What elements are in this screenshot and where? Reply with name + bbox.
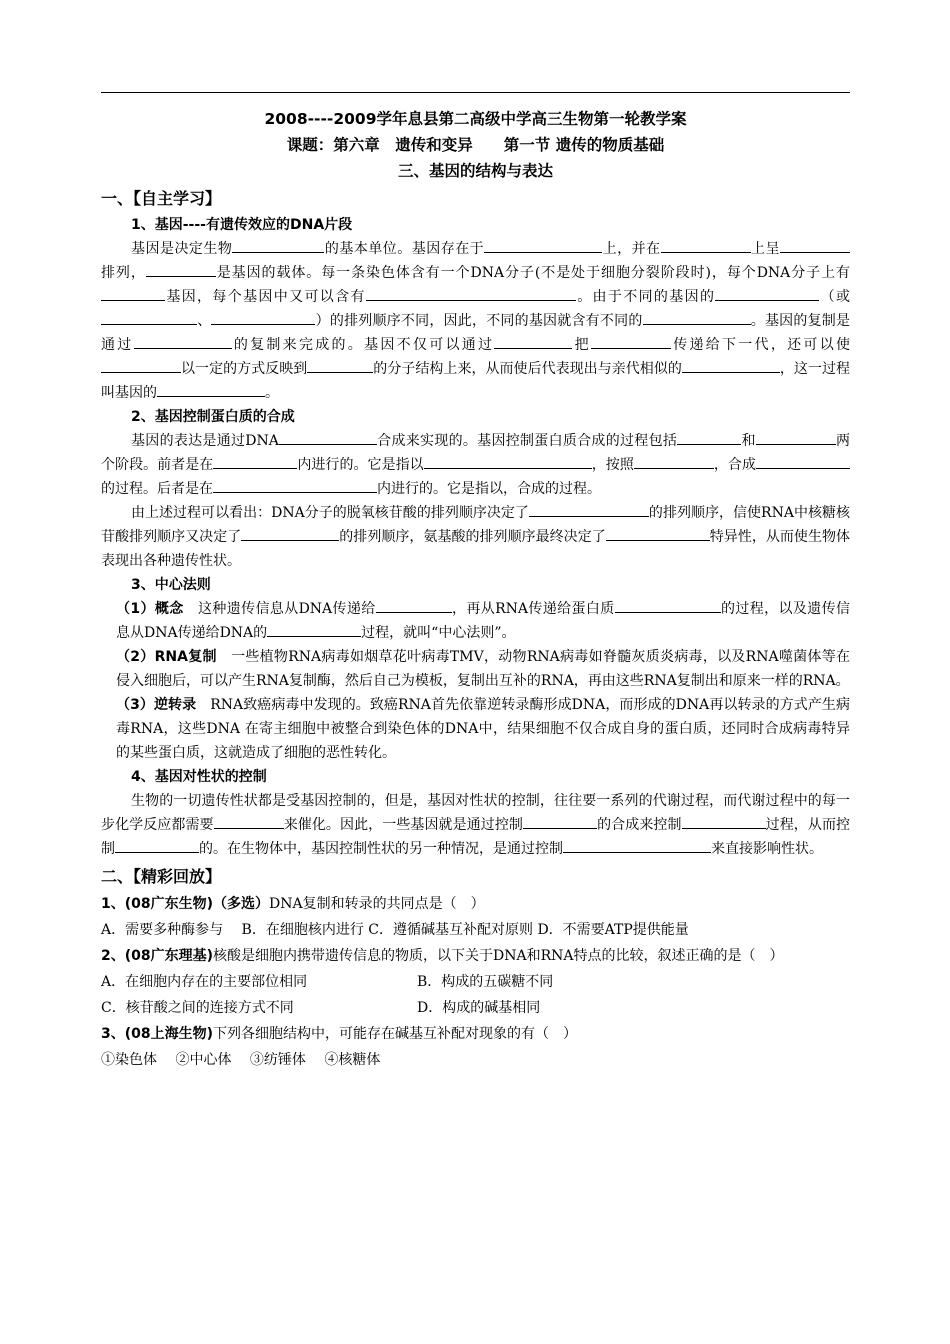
fill-blank[interactable] xyxy=(715,286,819,301)
fill-blank[interactable] xyxy=(643,310,751,325)
fill-blank[interactable] xyxy=(279,430,377,445)
fill-blank[interactable] xyxy=(424,454,592,469)
subsection-heading-gene: 1、基因----有遗传效应的DNA片段 xyxy=(131,217,353,233)
option-a: A．在细胞内存在的主要部位相同 xyxy=(101,974,308,990)
doc-subtitle: 课题：第六章 遗传和变异 第一节 遗传的物质基础 xyxy=(286,136,665,154)
fill-blank[interactable] xyxy=(606,526,710,541)
fill-blank[interactable] xyxy=(211,310,315,325)
question-2-options-row-1 xyxy=(101,969,850,995)
fill-blank[interactable] xyxy=(213,454,297,469)
section-heading-self-study: 一、【自主学习】 xyxy=(101,189,222,208)
fill-blank[interactable] xyxy=(101,310,197,325)
fill-blank[interactable] xyxy=(157,382,265,397)
section-heading-review: 二、【精彩回放】 xyxy=(101,867,222,886)
fill-blank[interactable] xyxy=(677,430,741,445)
fill-blank[interactable] xyxy=(591,334,671,349)
question-1: 1、(08广东生物)（多选）DNA复制和转录的共同点是（ ） xyxy=(101,896,485,912)
fill-blank[interactable] xyxy=(101,358,181,373)
fill-blank[interactable] xyxy=(615,598,721,613)
question-3-options: ①染色体 ②中心体 ③纺锤体 ④核糖体 xyxy=(101,1052,381,1068)
fill-blank[interactable] xyxy=(213,478,377,493)
paragraph-concept: （1）概念 这种遗传信息从DNA传递给 ，再从RNA传递给蛋白质 的过程，以及遗传信息从DNA传递给DNA的 过程，就叫“中心法则”。 xyxy=(101,597,850,645)
fill-blank[interactable] xyxy=(634,454,714,469)
question-3: 3、(08上海生物)下列各细胞结构中，可能存在碱基互补配对现象的有（ ） xyxy=(101,1026,578,1042)
fill-blank[interactable] xyxy=(267,622,361,637)
option-c: C．核苷酸之间的连接方式不同 xyxy=(101,1000,294,1016)
fill-blank[interactable] xyxy=(756,454,850,469)
fill-blank[interactable] xyxy=(366,286,576,301)
option-d: D．构成的碱基相同 xyxy=(417,1000,541,1016)
fill-blank[interactable] xyxy=(484,238,602,253)
fill-blank[interactable] xyxy=(101,286,165,301)
fill-blank[interactable] xyxy=(661,238,751,253)
paragraph-sequence-order: 由上述过程可以看出：DNA分子的脱氧核苷酸的排列顺序决定了 的排列顺序，信使RNA中核糖核苷酸排列顺序又决定了 的排列顺序，氨基酸的排列顺序最终决定了 特异性，从而使生物体表现出各种遗传性状。 xyxy=(101,501,850,573)
subsection-heading-protein: 2、基因控制蛋白质的合成 xyxy=(131,409,295,425)
paragraph-rna-replication: （2）RNA复制 一些植物RNA病毒如烟草花叶病毒TMV，动物RNA病毒如脊髓灰质炎病毒，以及RNA噬菌体等在侵入细胞后，可以产生RNA复制酶，然后自己为模板，复制出互补的RNA，再由这些RNA复制出和原来一样的RNA。 xyxy=(116,649,850,689)
paragraph-protein-synthesis: 基因的表达是通过DNA 合成来实现的。基因控制蛋白质合成的过程包括 和 两个阶段。前者是在 内进行的。它是指以 ，按照 ，合成的过程。后者是在 内进行的。它是指以，合成的过程。 xyxy=(101,429,850,501)
fill-blank[interactable] xyxy=(563,838,711,853)
subsection-heading-central-dogma: 3、中心法则 xyxy=(131,577,211,593)
paragraph-trait-control: 生物的一切遗传性状都是受基因控制的，但是，基因对性状的控制，往往要一系列的代谢过程，而代谢过程中的每一步化学反应都需要 来催化。因此，一些基因就是通过控制 的合成来控制 过程，从而控制 的。在生物体中，基因控制性状的另一种情况，是通过控制 来直接影响性状。 xyxy=(101,793,851,857)
fill-blank[interactable] xyxy=(780,238,850,253)
fill-blank[interactable] xyxy=(232,238,324,253)
question-1-options: A．需要多种酶参与 B．在细胞核内进行 C．遵循碱基互补配对原则 D．不需要ATP提供能量 xyxy=(101,922,689,938)
fill-blank[interactable] xyxy=(134,334,232,349)
paragraph-reverse-transcription: （3）逆转录 RNA致癌病毒中发现的。致癌RNA首先依靠逆转录酶形成DNA，而形成的DNA再以转录的方式产生病毒RNA，这些DNA 在寄主细胞中被整合到染色体的DNA中，结果细胞不仅合成自身的蛋白质，还同时合成病毒特异的某些蛋白质，这就造成了细胞的恶性转化。 xyxy=(116,697,850,761)
fill-blank[interactable] xyxy=(115,838,199,853)
subsection-heading-trait-control: 4、基因对性状的控制 xyxy=(131,769,267,785)
doc-title: 2008----2009学年息县第二高级中学高三生物第一轮教学案 xyxy=(264,110,687,128)
fill-blank[interactable] xyxy=(214,814,284,829)
fill-blank[interactable] xyxy=(523,814,597,829)
document-page xyxy=(101,92,850,1073)
question-2: 2、(08广东理基)核酸是细胞内携带遗传信息的物质，以下关于DNA和RNA特点的比较，叙述正确的是（ ） xyxy=(101,948,784,964)
fill-blank[interactable] xyxy=(241,526,339,541)
paragraph-gene: 基因是决定生物 的基本单位。基因存在于 上，并在 上呈排列， 是基因的载体。每一条染色体含有一个DNA分子(不是处于细胞分裂阶段时)，每个DNA分子上有基因，每个基因中又可以含有 。由于不同的基因的 （或、 ）的排列顺序不同，因此，不同的基因就含有不同的 。基因的复制是通过 的复制来完成的。基因不仅可以通过 把 传递给下一代，还可以使以一定的方式反映到 的分子结构上来，从而使后代表现出与亲代相似的 ，这一过程叫基因的 。 xyxy=(101,237,850,405)
fill-blank[interactable] xyxy=(494,334,572,349)
fill-blank[interactable] xyxy=(376,598,452,613)
fill-blank[interactable] xyxy=(307,358,373,373)
question-2-options-row-2 xyxy=(101,995,850,1021)
fill-blank[interactable] xyxy=(682,358,780,373)
option-b: B．构成的五碳糖不同 xyxy=(417,974,554,990)
fill-blank[interactable] xyxy=(146,262,216,277)
fill-blank[interactable] xyxy=(529,502,649,517)
doc-lesson-title: 三、基因的结构与表达 xyxy=(397,162,553,180)
fill-blank[interactable] xyxy=(756,430,836,445)
top-rule xyxy=(101,92,850,93)
fill-blank[interactable] xyxy=(682,814,766,829)
